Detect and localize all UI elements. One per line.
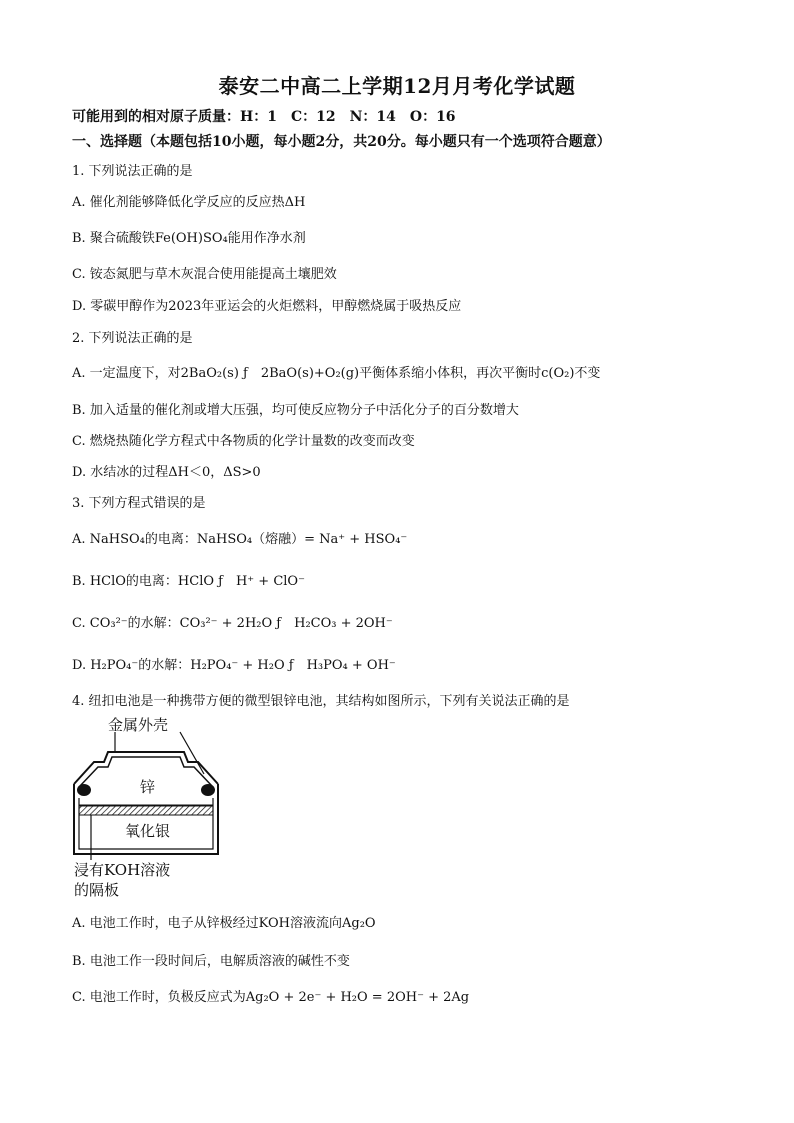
silver-oxide-label: 氧化银	[125, 822, 171, 840]
question-1-option-c: C. 铵态氮肥与草木灰混合使用能提高土壤肥效	[72, 267, 337, 282]
button-cell-diagram	[62, 712, 232, 902]
page-title: 泰安二中高二上学期12月月考化学试题	[218, 74, 576, 98]
question-1-option-d: D. 零碳甲醇作为2023年亚运会的火炬燃料，甲醇燃烧属于吸热反应	[72, 299, 462, 314]
question-3-option-b: B. HClO的电离：HClO ƒ H⁺ + ClO⁻	[72, 574, 305, 589]
question-3-option-d: D. H₂PO₄⁻的水解：H₂PO₄⁻ + H₂O ƒ H₃PO₄ + OH⁻	[72, 658, 396, 673]
zinc-label: 锌	[140, 778, 156, 796]
question-4-option-c: C. 电池工作时，负极反应式为Ag₂O + 2e⁻ + H₂O = 2OH⁻ + 2Ag	[72, 990, 470, 1005]
question-1-stem: 1. 下列说法正确的是	[72, 164, 193, 179]
question-4-option-b: B. 电池工作一段时间后，电解质溶液的碱性不变	[72, 954, 350, 969]
question-3-option-c: C. CO₃²⁻的水解：CO₃²⁻ + 2H₂O ƒ H₂CO₃ + 2OH⁻	[72, 616, 393, 631]
question-2-option-b: B. 加入适量的催化剂或增大压强，均可使反应物分子中活化分子的百分数增大	[72, 403, 519, 418]
question-2-option-a: A. 一定温度下，对2BaO₂(s) ƒ 2BaO(s)+O₂(g)平衡体系缩小体积，再次平衡时c(O₂)不变	[72, 366, 601, 381]
question-3-stem: 3. 下列方程式错误的是	[72, 496, 206, 511]
question-4-option-a: A. 电池工作时，电子从锌极经过KOH溶液流向Ag₂O	[72, 916, 376, 931]
question-2-stem: 2. 下列说法正确的是	[72, 331, 193, 346]
question-4-stem: 4. 纽扣电池是一种携带方便的微型银锌电池，其结构如图所示，下列有关说法正确的是	[72, 694, 570, 709]
separator-label-2: 的隔板	[74, 881, 120, 899]
right-gasket	[201, 784, 215, 796]
question-3-option-a: A. NaHSO₄的电离：NaHSO₄（熔融）= Na⁺ + HSO₄⁻	[72, 532, 408, 547]
separator-label-1: 浸有KOH溶液	[74, 861, 171, 879]
question-2-option-c: C. 燃烧热随化学方程式中各物质的化学计量数的改变而改变	[72, 434, 415, 449]
left-gasket	[77, 784, 91, 796]
question-1-option-b: B. 聚合硫酸铁Fe(OH)SO₄能用作净水剂	[72, 231, 306, 246]
shell-label: 金属外壳	[108, 716, 169, 734]
question-2-option-d: D. 水结冰的过程ΔH＜0，ΔS>0	[72, 465, 261, 480]
atomic-masses-note: 可能用到的相对原子质量：H：1 C：12 N：14 O：16	[72, 109, 456, 125]
section-header: 一、选择题（本题包括10小题，每小题2分，共20分。每小题只有一个选项符合题意）	[72, 134, 611, 150]
separator-layer	[79, 806, 213, 815]
question-1-option-a: A. 催化剂能够降低化学反应的反应热ΔH	[72, 195, 306, 210]
